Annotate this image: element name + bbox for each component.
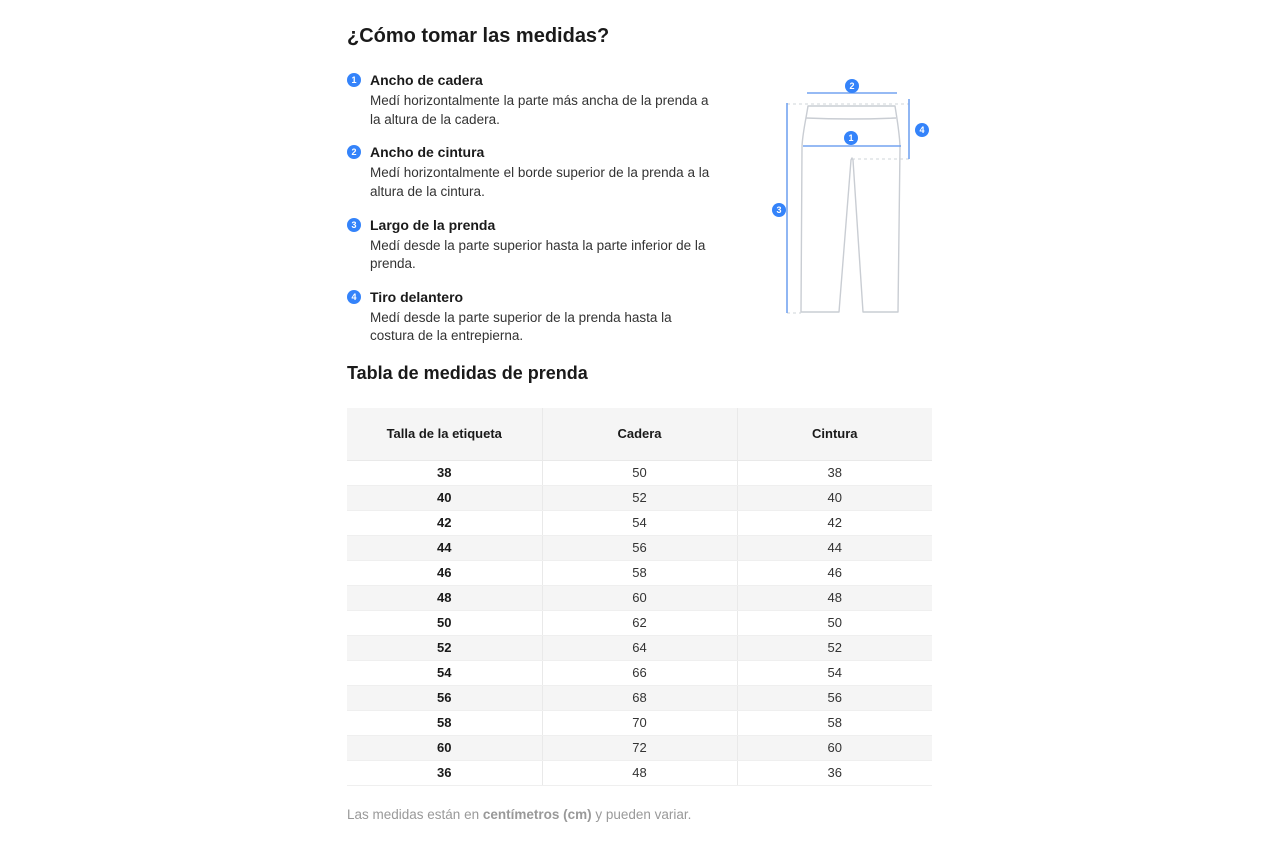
pants-measurement-diagram bbox=[765, 78, 937, 323]
table-row bbox=[347, 685, 932, 710]
table-row bbox=[347, 660, 932, 685]
waist-cell: 38 bbox=[737, 460, 932, 485]
label-size-cell: 38 bbox=[347, 460, 542, 485]
hip-cell: 62 bbox=[542, 610, 737, 635]
label-size-cell: 60 bbox=[347, 735, 542, 760]
waist-cell: 42 bbox=[737, 510, 932, 535]
header-row bbox=[347, 408, 932, 460]
table-row bbox=[347, 635, 932, 660]
page-title: ¿Cómo tomar las medidas? bbox=[347, 25, 610, 47]
step-number-badge: 1 bbox=[347, 73, 361, 87]
column-header-hip: Cadera bbox=[542, 408, 737, 460]
instruction-item-garment-length bbox=[347, 216, 719, 274]
instruction-header bbox=[347, 143, 719, 161]
hip-cell: 64 bbox=[542, 635, 737, 660]
step-number-badge: 3 bbox=[347, 218, 361, 232]
column-header-waist: Cintura bbox=[737, 408, 932, 460]
hip-cell: 70 bbox=[542, 710, 737, 735]
step-number-badge: 2 bbox=[347, 145, 361, 159]
hip-cell: 54 bbox=[542, 510, 737, 535]
diagram-marker-1: 1 bbox=[844, 131, 858, 145]
table-row bbox=[347, 710, 932, 735]
label-size-cell: 54 bbox=[347, 660, 542, 685]
instruction-item-waist-width bbox=[347, 143, 719, 201]
label-size-cell: 50 bbox=[347, 610, 542, 635]
instruction-title: Ancho de cintura bbox=[370, 144, 485, 161]
label-size-cell: 46 bbox=[347, 560, 542, 585]
hip-cell: 56 bbox=[542, 535, 737, 560]
instruction-title: Largo de la prenda bbox=[370, 216, 496, 233]
footnote-prefix: Las medidas están en bbox=[347, 807, 483, 822]
table-row bbox=[347, 760, 932, 785]
instruction-title: Tiro delantero bbox=[370, 288, 464, 305]
instruction-header bbox=[347, 288, 719, 306]
waist-cell: 56 bbox=[737, 685, 932, 710]
label-size-cell: 48 bbox=[347, 585, 542, 610]
units-footnote bbox=[347, 807, 691, 822]
size-table-body bbox=[347, 460, 932, 785]
hip-cell: 52 bbox=[542, 485, 737, 510]
waist-cell: 40 bbox=[737, 485, 932, 510]
label-size-cell: 52 bbox=[347, 635, 542, 660]
size-table-head bbox=[347, 408, 932, 460]
label-size-cell: 36 bbox=[347, 760, 542, 785]
step-number-badge: 4 bbox=[347, 290, 361, 304]
table-row bbox=[347, 735, 932, 760]
column-header-label-size: Talla de la etiqueta bbox=[347, 408, 542, 460]
table-row bbox=[347, 535, 932, 560]
instruction-description: Medí desde la parte superior de la prenda hasta la costura de la entrepierna. bbox=[370, 309, 672, 344]
label-size-cell: 44 bbox=[347, 535, 542, 560]
instruction-description: Medí horizontalmente el borde superior de la prenda a la altura de la cintura. bbox=[370, 165, 710, 199]
instruction-description: Medí horizontalmente la parte más ancha de la prenda a la altura de la cadera. bbox=[370, 93, 709, 127]
label-size-cell: 58 bbox=[347, 710, 542, 735]
table-row bbox=[347, 610, 932, 635]
hip-cell: 72 bbox=[542, 735, 737, 760]
table-row bbox=[347, 485, 932, 510]
waist-cell: 58 bbox=[737, 710, 932, 735]
instruction-title: Ancho de cadera bbox=[370, 72, 483, 88]
waist-cell: 44 bbox=[737, 535, 932, 560]
diagram-marker-3: 3 bbox=[772, 203, 786, 217]
hip-cell: 48 bbox=[542, 760, 737, 785]
instruction-header bbox=[347, 216, 719, 234]
instruction-item-hip-width bbox=[347, 71, 719, 129]
pants-diagram-drawing bbox=[765, 78, 937, 323]
hip-cell: 68 bbox=[542, 685, 737, 710]
table-row bbox=[347, 510, 932, 535]
waist-cell: 52 bbox=[737, 635, 932, 660]
waist-cell: 50 bbox=[737, 610, 932, 635]
hip-cell: 58 bbox=[542, 560, 737, 585]
measurement-instructions bbox=[347, 71, 719, 360]
label-size-cell: 40 bbox=[347, 485, 542, 510]
label-size-cell: 42 bbox=[347, 510, 542, 535]
waist-cell: 60 bbox=[737, 735, 932, 760]
instruction-item-front-rise bbox=[347, 288, 719, 346]
table-row bbox=[347, 460, 932, 485]
waist-cell: 48 bbox=[737, 585, 932, 610]
waist-cell: 54 bbox=[737, 660, 932, 685]
footnote-suffix: y pueden variar. bbox=[591, 807, 692, 822]
hip-cell: 66 bbox=[542, 660, 737, 685]
hip-cell: 60 bbox=[542, 585, 737, 610]
diagram-marker-2: 2 bbox=[845, 79, 859, 93]
instruction-description: Medí desde la parte superior hasta la parte inferior de la prenda. bbox=[370, 237, 706, 272]
instruction-header bbox=[347, 71, 719, 89]
table-row bbox=[347, 560, 932, 585]
diagram-marker-4: 4 bbox=[915, 123, 929, 137]
table-row bbox=[347, 585, 932, 610]
waist-cell: 36 bbox=[737, 760, 932, 785]
size-table-title: Tabla de medidas de prenda bbox=[347, 363, 588, 383]
size-table bbox=[347, 408, 932, 786]
hip-cell: 50 bbox=[542, 460, 737, 485]
waist-cell: 46 bbox=[737, 560, 932, 585]
footnote-units: centímetros (cm) bbox=[482, 807, 592, 822]
label-size-cell: 56 bbox=[347, 685, 542, 710]
